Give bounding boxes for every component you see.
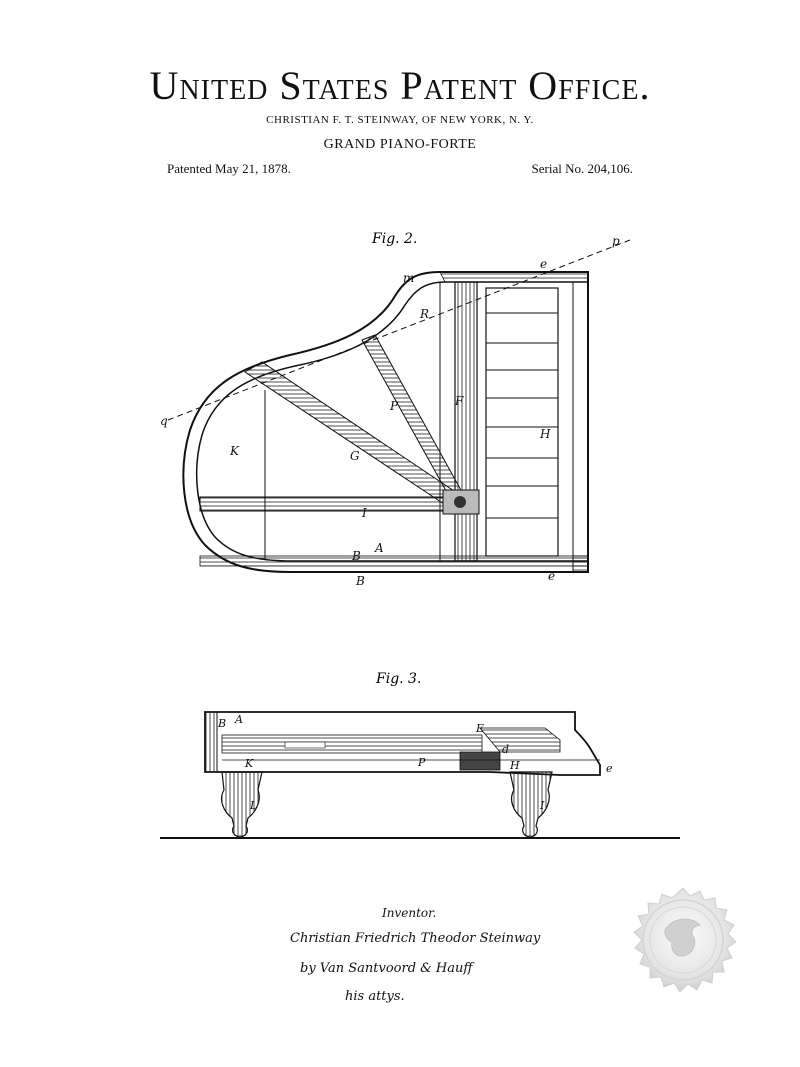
- fig2-letter-p: p: [612, 234, 620, 248]
- piano-case-outline: [183, 272, 588, 572]
- fig3-letter-l: L: [250, 799, 258, 812]
- piano-leg-right: [510, 772, 552, 836]
- attorneys-line: his attys.: [345, 989, 405, 1004]
- fig2-letter-b-low: B: [356, 574, 365, 588]
- fig2-letter-a: A: [375, 541, 384, 555]
- figure-2: [160, 231, 630, 588]
- frame-bar-vertical: [455, 282, 477, 561]
- signature-block: [290, 906, 541, 1004]
- invention-title: GRAND PIANO-FORTE: [323, 137, 477, 152]
- fig2-letter-k: K: [230, 444, 239, 458]
- fig2-letter-q: q: [160, 414, 168, 428]
- fig3-letter-i: I: [540, 799, 545, 812]
- fig3-label: Fig. 3.: [376, 671, 422, 687]
- fig2-letter-i: I: [362, 506, 367, 520]
- keyboard: [486, 282, 588, 572]
- inventor-line: CHRISTIAN F. T. STEINWAY, OF NEW YORK, N. Y.: [266, 114, 534, 126]
- fig3-letter-e: E: [476, 722, 485, 735]
- inventor-signature: Christian Friedrich Theodor Steinway: [290, 931, 541, 946]
- attorney-by-line: by Van Santvoord & Hauff: [300, 961, 473, 976]
- fig2-letter-e-low: e: [548, 569, 556, 583]
- figure-3: [160, 671, 680, 838]
- office-title: United States Patent Office.: [149, 63, 651, 108]
- fig3-letter-h: H: [510, 759, 520, 772]
- fig3-letter-p: P: [418, 756, 426, 769]
- fig3-letter-d: d: [502, 743, 510, 756]
- fig2-letter-p-mid: P: [390, 399, 399, 413]
- fig2-letter-b: B: [352, 549, 361, 563]
- frame-bar-horizontal: [200, 497, 455, 511]
- serial-number: Serial No. 204,106.: [531, 161, 633, 176]
- fig3-letter-k: K: [245, 757, 254, 770]
- fig2-letter-h: H: [540, 427, 551, 441]
- fig2-letter-f: F: [455, 394, 464, 408]
- fig2-letter-e-top: e: [540, 257, 548, 271]
- patent-office-seal: [634, 888, 736, 992]
- piano-case-inner: [197, 282, 588, 561]
- fig2-letter-m: m: [403, 271, 415, 285]
- fig2-letter-g: G: [350, 449, 360, 463]
- fig2-label: Fig. 2.: [372, 231, 418, 247]
- patent-date: Patented May 21, 1878.: [167, 161, 291, 176]
- fig3-letter-a: A: [235, 713, 243, 726]
- fig3-letter-b: B: [218, 717, 227, 730]
- fig2-letter-r: R: [420, 307, 430, 321]
- fig3-letter-e-right: e: [606, 762, 613, 775]
- inventor-heading: Inventor.: [382, 906, 437, 920]
